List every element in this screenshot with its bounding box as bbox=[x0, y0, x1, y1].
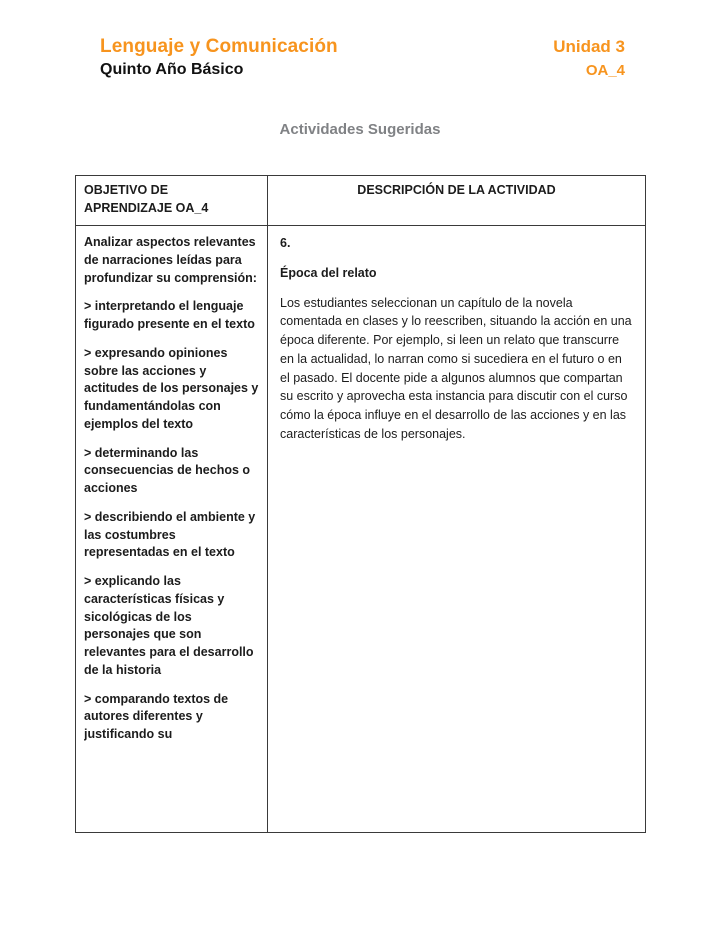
column-header-objetivo: OBJETIVO DE APRENDIZAJE OA_4 bbox=[76, 176, 268, 226]
section-title: Actividades Sugeridas bbox=[279, 121, 441, 138]
objetivo-paragraph: > comparando textos de autores diferentes y justificando su bbox=[84, 691, 229, 741]
activity-number: 6. bbox=[280, 236, 291, 250]
objetivo-paragraph: > interpretando el lenguaje figurado presente en el texto bbox=[84, 299, 255, 331]
column-header-descripcion: DESCRIPCIÓN DE LA ACTIVIDAD bbox=[268, 176, 646, 226]
table-header-row bbox=[76, 176, 646, 226]
oa-label: OA_4 bbox=[585, 62, 625, 79]
unit-label: Unidad 3 bbox=[553, 37, 625, 56]
objetivo-content bbox=[84, 234, 259, 755]
table-body-row bbox=[76, 226, 646, 833]
activity-title: Época del relato bbox=[280, 265, 377, 280]
activities-table bbox=[75, 175, 646, 833]
subject-title: Lenguaje y Comunicación bbox=[100, 36, 338, 57]
objetivo-paragraph: Analizar aspectos relevantes de narraciones leídas para profundizar su comprensión: bbox=[84, 235, 257, 285]
objetivo-paragraph: > describiendo el ambiente y las costumbres representadas en el texto bbox=[84, 509, 256, 560]
header-left bbox=[100, 36, 338, 79]
header-right bbox=[553, 36, 625, 79]
descripcion-cell bbox=[268, 226, 646, 833]
activity-body: Los estudiantes seleccionan un capítulo de la novela comentada en clases y lo reescriben, situando la acción en una época diferente. Por ejemplo, si leen un relato que transcurre en la actualidad, lo narran como si sucediera en el futuro o en el pasado. El docente pide a algunos alumnos que compartan su escrito y aprovecha esta instancia para discutir con el curso cómo la época influye en el desarrollo de las acciones y en las características de los personajes. bbox=[280, 295, 632, 441]
grade-title: Quinto Año Básico bbox=[100, 61, 244, 78]
objetivo-cell bbox=[76, 226, 268, 833]
document-header bbox=[0, 0, 720, 79]
objetivo-paragraph: > determinando las consecuencias de hechos o acciones bbox=[84, 445, 251, 495]
objetivo-paragraph: > explicando las características físicas y sicológicas de los personajes que son relevantes para el desarrollo de la historia bbox=[84, 574, 254, 677]
objetivo-paragraph: > expresando opiniones sobre las acciones y actitudes de los personajes y fundamentándolas con ejemplos del texto bbox=[84, 345, 259, 431]
